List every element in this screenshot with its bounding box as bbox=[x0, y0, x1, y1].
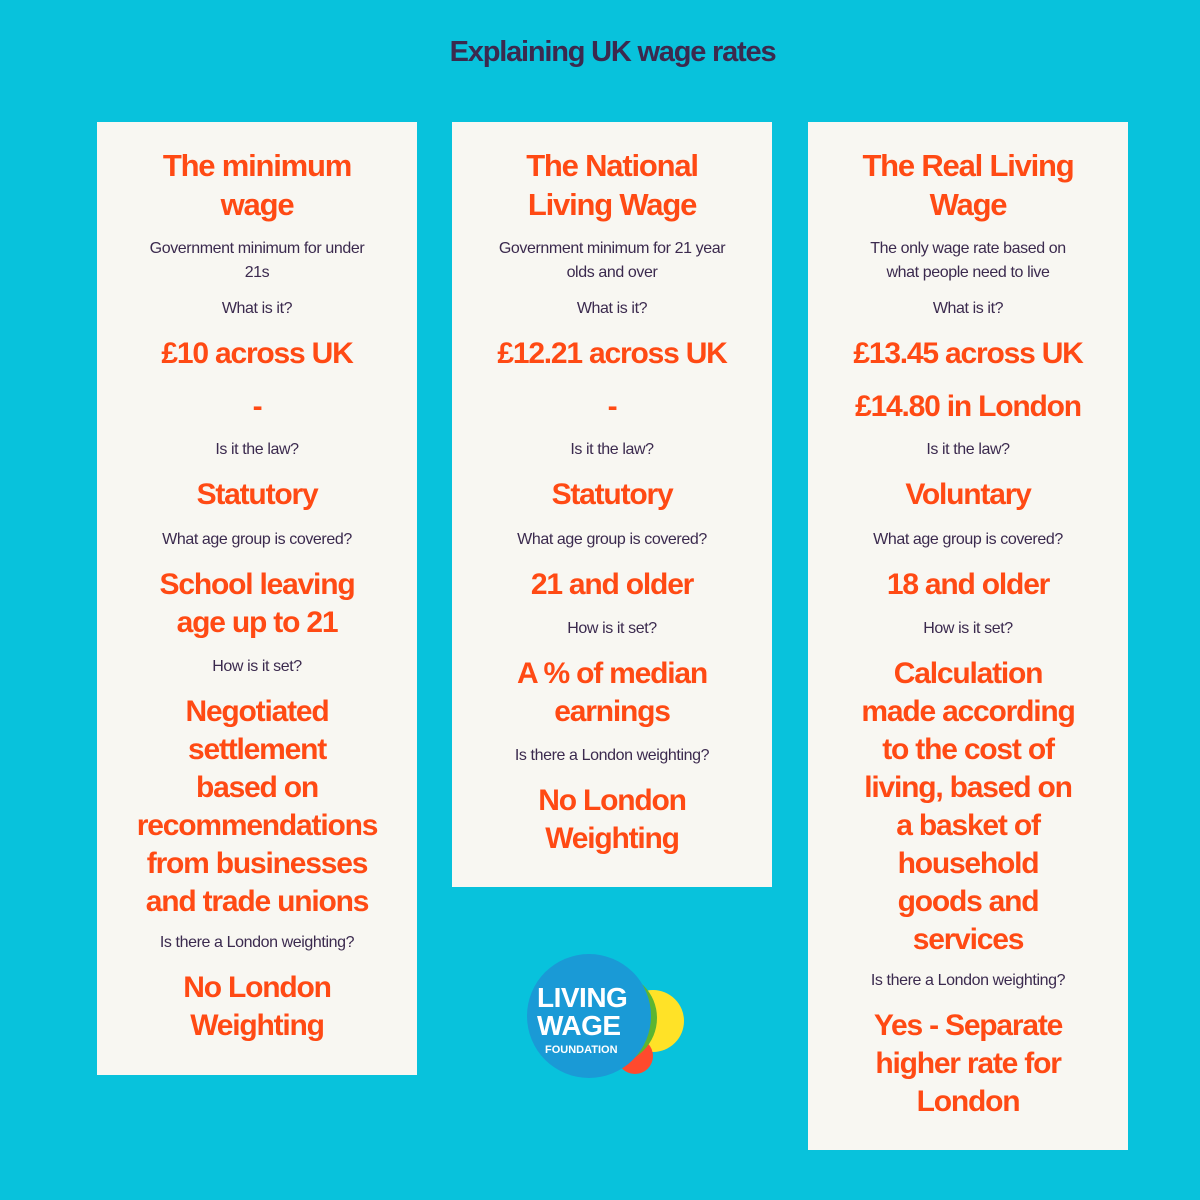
question-age: What age group is covered? bbox=[517, 531, 707, 548]
set-line: A % of median bbox=[517, 657, 707, 690]
set-line: household bbox=[897, 847, 1039, 880]
set-line: from businesses bbox=[146, 847, 368, 880]
set-line: goods and bbox=[897, 885, 1039, 918]
age-line: 18 and older bbox=[886, 568, 1050, 601]
london-line: higher rate for bbox=[875, 1047, 1061, 1080]
card-title-line: Living Wage bbox=[527, 187, 697, 222]
set-line: and trade unions bbox=[145, 885, 369, 918]
london-line: London bbox=[916, 1085, 1020, 1118]
set-line: living, based on bbox=[864, 771, 1072, 804]
question-what: What is it? bbox=[576, 300, 648, 317]
question-law: Is it the law? bbox=[215, 441, 299, 458]
question-london: Is there a London weighting? bbox=[870, 972, 1066, 989]
age-line: age up to 21 bbox=[176, 606, 338, 639]
card-description bbox=[808, 237, 1128, 285]
set-line: earnings bbox=[554, 695, 670, 728]
question-age: What age group is covered? bbox=[162, 531, 352, 548]
card-title bbox=[452, 146, 772, 224]
description-line: 21s bbox=[244, 264, 270, 281]
set-line: Calculation bbox=[893, 657, 1043, 690]
rate-london-value: £14.80 in London bbox=[855, 390, 1081, 423]
set-line: services bbox=[912, 923, 1024, 956]
set-line: settlement bbox=[187, 733, 327, 766]
question-age: What age group is covered? bbox=[873, 531, 1063, 548]
london-line: No London bbox=[183, 971, 331, 1004]
age-value bbox=[808, 566, 1128, 604]
set-line: Negotiated bbox=[185, 695, 329, 728]
rate-value: £12.21 across UK bbox=[497, 337, 727, 370]
london-value bbox=[808, 1007, 1128, 1121]
card-title-line: wage bbox=[220, 187, 294, 222]
description-line: olds and over bbox=[566, 264, 658, 281]
logo-text-wage: WAGE bbox=[537, 1010, 621, 1041]
london-line: Yes - Separate bbox=[873, 1009, 1063, 1042]
set-line: based on bbox=[195, 771, 319, 804]
logo-text-living: LIVING bbox=[537, 982, 628, 1013]
card-title-line: The National bbox=[526, 148, 698, 183]
card-national-living-wage bbox=[452, 122, 772, 887]
question-london: Is there a London weighting? bbox=[514, 747, 710, 764]
logo-text-foundation: FOUNDATION bbox=[545, 1044, 618, 1056]
age-value bbox=[452, 566, 772, 604]
question-set: How is it set? bbox=[567, 620, 657, 637]
question-what: What is it? bbox=[932, 300, 1004, 317]
age-value bbox=[97, 566, 417, 642]
set-line: a basket of bbox=[896, 809, 1040, 842]
card-description bbox=[97, 237, 417, 285]
question-law: Is it the law? bbox=[570, 441, 654, 458]
law-value: Statutory bbox=[196, 478, 318, 511]
london-line: Weighting bbox=[190, 1009, 324, 1042]
description-line: Government minimum for under bbox=[149, 240, 365, 257]
rate-value: £10 across UK bbox=[161, 337, 353, 370]
law-value: Voluntary bbox=[905, 478, 1031, 511]
rate-value: £13.45 across UK bbox=[853, 337, 1083, 370]
london-value bbox=[97, 969, 417, 1045]
question-london: Is there a London weighting? bbox=[159, 934, 355, 951]
question-what: What is it? bbox=[221, 300, 293, 317]
card-title-line: Wage bbox=[929, 187, 1007, 222]
set-line: to the cost of bbox=[882, 733, 1054, 766]
card-real-living-wage bbox=[808, 122, 1128, 1150]
question-set: How is it set? bbox=[212, 658, 302, 675]
page-title: Explaining UK wage rates bbox=[449, 36, 776, 68]
set-value bbox=[452, 655, 772, 731]
description-line: what people need to live bbox=[886, 264, 1050, 281]
card-description bbox=[452, 237, 772, 285]
set-value bbox=[92, 693, 422, 921]
question-set: How is it set? bbox=[923, 620, 1013, 637]
rate-london-value: - bbox=[607, 390, 617, 423]
description-line: Government minimum for 21 year bbox=[498, 240, 726, 257]
card-title-line: The minimum bbox=[162, 148, 352, 183]
card-title bbox=[808, 146, 1128, 224]
age-line: School leaving bbox=[159, 568, 355, 601]
card-title-line: The Real Living bbox=[862, 148, 1074, 183]
question-law: Is it the law? bbox=[926, 441, 1010, 458]
living-wage-foundation-logo bbox=[525, 953, 690, 1083]
set-line: made according bbox=[861, 695, 1075, 728]
set-line: recommendations bbox=[136, 809, 378, 842]
rate-london-value: - bbox=[252, 390, 262, 423]
description-line: The only wage rate based on bbox=[870, 240, 1066, 257]
london-value bbox=[452, 782, 772, 858]
card-minimum-wage bbox=[97, 122, 417, 1075]
set-value bbox=[808, 655, 1128, 959]
london-line: Weighting bbox=[545, 822, 679, 855]
age-line: 21 and older bbox=[530, 568, 694, 601]
london-line: No London bbox=[538, 784, 686, 817]
law-value: Statutory bbox=[551, 478, 673, 511]
card-title bbox=[97, 146, 417, 224]
